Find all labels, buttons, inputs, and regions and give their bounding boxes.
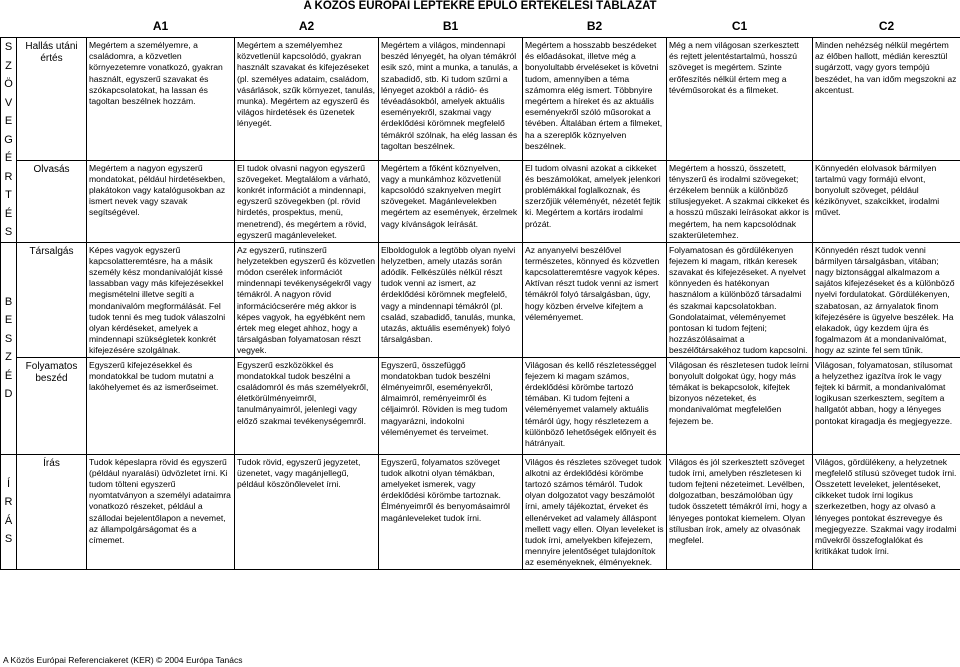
descriptor-cell: Egyszerű kifejezésekkel és mondatokkal be tudom mutatni a lakóhelyemet és az ismerőseimet. (87, 357, 235, 454)
copyright-footer: A Közös Európai Referenciakeret (KER) © 2004 Európa Tanács (3, 655, 243, 665)
descriptor-cell: Megértem a világos, mindennapi beszéd lényegét, ha olyan témákról esik szó, mint a munka, a tanulás, a szabadidő, stb. Ki tudom szűrni a lényeget azokból a rádió- és tévéadásokból, amelyek aktuális eseményekről, szakmai vagy érdeklődési körömnek megfelelő témákról szólnak, ha elég lassan és tagoltan beszélnek. (379, 38, 523, 161)
descriptor-cell: Egyszerű, összefüggő mondatokban tudok beszélni élményeimről, eseményekről, álmaimról, reményeimről és céljaimról. Röviden is meg tudom magyarázni, indokolni véleményemet és terveimet. (379, 357, 523, 454)
level-header-b2: B2 (523, 15, 667, 38)
level-header-row (1, 15, 960, 38)
group-label-iras (1, 454, 17, 569)
descriptor-cell: Megértem a személyemhez közvetlenül kapcsolódó, gyakran használt szavakat és kifejezéseket (pl. személyes adataim, családom, vásárlások, szűk környezet, tanulás, munka). Megértem az egyszerű és világos hirdetések és üzenetek lényegét. (235, 38, 379, 161)
table-row (1, 160, 960, 242)
level-header-a2: A2 (235, 15, 379, 38)
descriptor-cell: Képes vagyok egyszerű kapcsolatteremtésre, ha a másik személy kész mondanivalóját kissé lassabban vagy más kifejezésekkel megismételni illetve segíti a mondanivalóm megformálását. Fel tudok tenni és meg tudok válaszolni olyan kérdéseket, amelyek a mindennapi szükségletek konkrét kifejezésére szolgálnak. (87, 242, 235, 357)
descriptor-cell: Világos és jól szerkesztett szöveget tudok írni, amelyben részletesen ki tudom fejteni nézeteimet. Levélben, dolgozatban, beszámolóban úgy tudok összetett témákról írni, hogy a lényeges pontokat kiemelem. Olyan stílusban írok, amely az olvasónak megfelel. (667, 454, 813, 569)
descriptor-cell: Az egyszerű, rutinszerű helyzetekben egyszerű és közvetlen módon cserélek információt mindennapi tevékenységekről vagy témákról. A nagyon rövid információcserére még akkor is képes vagyok, ha egyébként nem értek meg eleget ahhoz, hogy a társalgásban folyamatosan részt vegyek. (235, 242, 379, 357)
header-blank-1 (1, 15, 17, 38)
descriptor-cell: Megértem a hosszú, összetett, tényszerű és irodalmi szövegeket; érzékelem bennük a különböző stílusjegyeket. A szakmai cikkeket és a hosszú műszaki leírásokat akkor is megértem, ha nem kapcsolódnak szakterületemhez. (667, 160, 813, 242)
descriptor-cell: Világos és részletes szöveget tudok alkotni az érdeklődési körömbe tartozó számos témáról. Tudok olyan dolgozatot vagy beszámolót írni, amely tájékoztat, érveket és ellenérveket ad valamely álláspont mellett vagy ellen. Olyan leveleket is tudok írni, amelyekben kifejezem, mennyire jelentőséget tulajdonítok az eseményeknek, élményeknek. (523, 454, 667, 569)
group-label-beszed (1, 242, 17, 454)
level-header-b1: B1 (379, 15, 523, 38)
descriptor-cell: Megértem a nagyon egyszerű mondatokat, például hirdetésekben, plakátokon vagy katalógusokban az ismert nevek vagy szavak segítségével. (87, 160, 235, 242)
skill-name: Írás (17, 454, 87, 569)
skill-name: Társalgás (17, 242, 87, 357)
vertical-label: S Z Ö V E G É R T É S (4, 41, 13, 238)
level-header-a1: A1 (87, 15, 235, 38)
assessment-grid (0, 15, 960, 570)
level-header-c2: C2 (813, 15, 960, 38)
skill-name: Hallás utáni értés (17, 38, 87, 161)
table-row (1, 242, 960, 357)
descriptor-cell: Világosan és részletesen tudok leírni bonyolult dolgokat úgy, hogy más témákat is bekapcsolok, kifejtek bizonyos nézeteket, és mondanivalómat megfelelően fejezem be. (667, 357, 813, 454)
group-label-szovegertes (1, 38, 17, 243)
header-blank-2 (17, 15, 87, 38)
skill-name: Olvasás (17, 160, 87, 242)
descriptor-cell: Világos, gördülékeny, a helyzetnek megfelelő stílusú szöveget tudok írni. Összetett leveleket, jelentéseket, cikkeket tudok írni logikus szerkezetben, hogy az olvasó a lényeges pontokat észrevegye és megjegyezze. Szakmai vagy irodalmi művekről összefoglalókat és kritikákat tudok írni. (813, 454, 960, 569)
descriptor-cell: Tudok képeslapra rövid és egyszerű (például nyaralási) üdvözletet írni. Ki tudom tölteni egyszerű nyomtatványon a személyi adataimra vonatkozó részeket, például a szállodai bejelentőlapon a nevemet, az állampolgárságomat és a címemet. (87, 454, 235, 569)
descriptor-cell: Egyszerű eszközökkel és mondatokkal tudok beszélni a családomról és más személyekről, életkörülményeimről, tanulmányaimról, jelenlegi vagy előző szakmai tevékenységemről. (235, 357, 379, 454)
descriptor-cell: Könnyedén részt tudok venni bármilyen társalgásban, vitában; nagy biztonsággal alkalmazom a sajátos kifejezéseket és a különböző nyelvi fordulatokat. Gördülékenyen, szabatosan, az árnyalatok finom kifejezésére is ügyelve beszélek. Ha elakadok, úgy kezdem újra és fogalmazom át a mondanivalómat, hogy az szinte fel sem tűnik. (813, 242, 960, 357)
descriptor-cell: Még a nem világosan szerkesztett és rejtett jelentéstartalmú, hosszú szöveget is megértem. Szinte erőfeszítés nélkül értem meg a tévéműsorokat és a filmeket. (667, 38, 813, 161)
descriptor-cell: Könnyedén elolvasok bármilyen tartalmú vagy formájú elvont, bonyolult szöveget, például kézikönyvet, szakcikket, irodalmi művet. (813, 160, 960, 242)
descriptor-cell: Minden nehézség nélkül megértem az élőben hallott, médián keresztül sugárzott, vagy gyors tempójú beszédet, ha van időm megszokni az akcentust. (813, 38, 960, 161)
descriptor-cell: El tudok olvasni nagyon egyszerű szövegeket. Megtalálom a várható, konkrét információt a mindennapi, egyszerű szövegekben (pl. rövid hirdetés, prospektus, menü, menetrend), és megértem a rövid, egyszerű magánleveleket. (235, 160, 379, 242)
vertical-label: Í R Á S (4, 477, 13, 546)
page-title: A KÖZÖS EURÓPAI LÉPTÉKRE ÉPÜLŐ ÉRTÉKELÉSI TÁBLÁZAT (303, 0, 657, 12)
table-row (1, 454, 960, 569)
table-row (1, 38, 960, 161)
table-row (1, 357, 960, 454)
descriptor-cell: Megértem a személyemre, a családomra, a közvetlen környezetemre vonatkozó, gyakran használt, egyszerű szavakat és szókapcsolatokat, ha lassan és tagoltan beszélnek hozzám. (87, 38, 235, 161)
descriptor-cell: Folyamatosan és gördülékenyen fejezem ki magam, ritkán keresek szavakat és kifejezéseket. A nyelvet könnyeden és hatékonyan használom a különböző társadalmi és szakmai kapcsolatokban. Gondolataimat, véleményemet pontosan ki tudom fejteni; hozzászólásaimat a beszélőtársakéhoz tudom kapcsolni. (667, 242, 813, 357)
descriptor-cell: El tudom olvasni azokat a cikkeket és beszámolókat, amelyek jelenkori problémákkal foglalkoznak, és szerzőjük véleményét, nézetét fejtik ki. Megértem a kortárs irodalmi prózát. (523, 160, 667, 242)
descriptor-cell: Elboldogulok a legtöbb olyan nyelvi helyzetben, amely utazás során adódik. Felkészülés nélkül részt tudok venni az ismert, az érdeklődési körömnek megfelelő, vagy a mindennapi témákról (pl. család, szabadidő, tanulás, munka, utazás, aktuális események) folyó társalgásban. (379, 242, 523, 357)
descriptor-cell: Megértem a főként köznyelven, vagy a munkámhoz közvetlenül kapcsolódó szaknyelven megírt szövegeket. Magánlevelekben megértem az események, érzelmek vagy kívánságok leírását. (379, 160, 523, 242)
descriptor-cell: Az anyanyelvi beszélővel természetes, könnyed és közvetlen kapcsolatteremtésre vagyok képes. Aktívan részt tudok venni az ismert témákról folyó társalgásban, úgy, hogy közben érvelve kifejtem a véleményemet. (523, 242, 667, 357)
descriptor-cell: Világosan és kellő részletességgel fejezem ki magam számos, érdeklődési körömbe tartozó témában. Ki tudom fejteni a véleményemet valamely aktuális témáról úgy, hogy részletezem a különböző lehetőségek előnyeit és hátrányait. (523, 357, 667, 454)
descriptor-cell: Megértem a hosszabb beszédeket és előadásokat, illetve még a bonyolultabb érveléseket is követni tudom, amennyiben a téma számomra elég ismert. Többnyire megértem a híreket és az aktuális eseményekről szóló műsorokat a tévében. Általában értem a filmeket, ha a szereplők köznyelven beszélnek. (523, 38, 667, 161)
vertical-label: B E S Z É D (4, 295, 13, 401)
descriptor-cell: Tudok rövid, egyszerű jegyzetet, üzenetet, vagy magánjellegű, például köszönőlevelet írni. (235, 454, 379, 569)
level-header-c1: C1 (667, 15, 813, 38)
descriptor-cell: Világosan, folyamatosan, stílusomat a helyzethez igazítva írok le vagy fejtek ki bármit, a mondanivalómat logikusan szerkesztem, segítem a hallgatót abban, hogy a lényeges pontokat kiragadja és megjegyezze. (813, 357, 960, 454)
skill-name: Folyamatos beszéd (17, 357, 87, 454)
descriptor-cell: Egyszerű, folyamatos szöveget tudok alkotni olyan témákban, amelyeket ismerek, vagy érdeklődési körömbe tartoznak. Élményeimről és benyomásaimról magánleveleket tudok írni. (379, 454, 523, 569)
